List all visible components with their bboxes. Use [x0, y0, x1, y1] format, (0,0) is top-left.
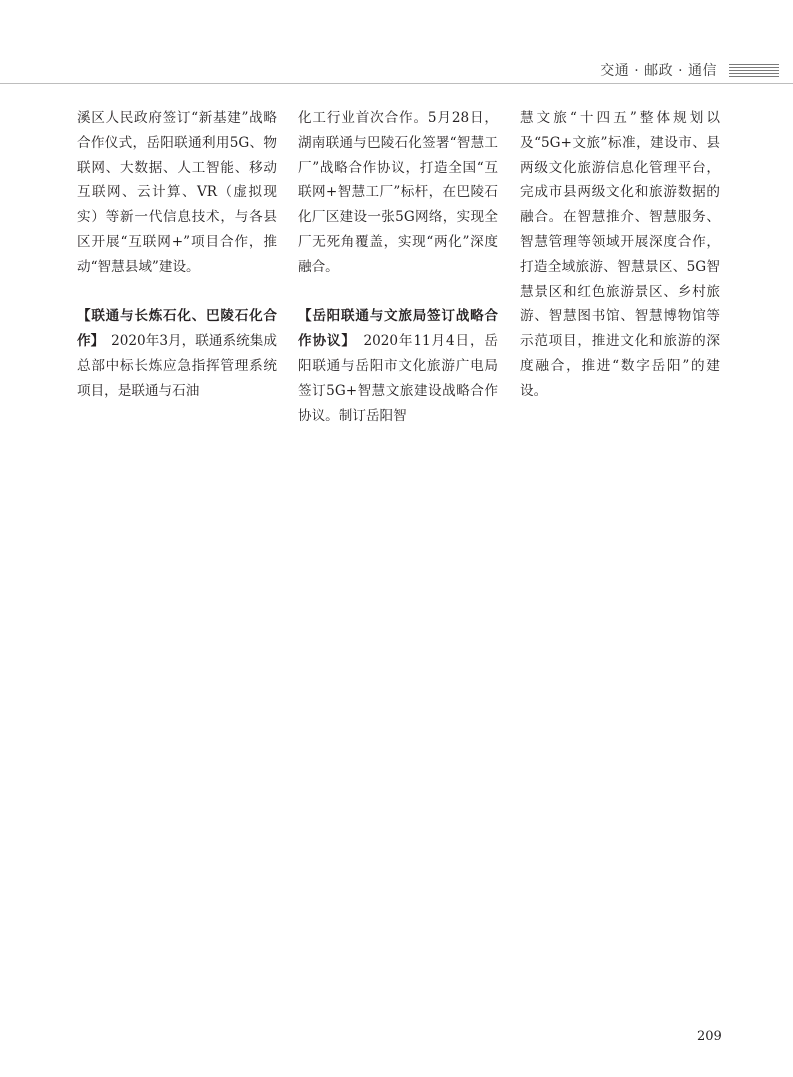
text-column-2	[298, 106, 498, 428]
paragraph-text: 2020年11月4日，岳阳联通与岳阳市文化旅游广电局签订5G+智慧文旅建设战略合作协议。制订岳阳智	[298, 333, 498, 424]
text-column-3	[520, 106, 720, 404]
paragraph-gap	[298, 280, 498, 305]
paragraph: 化工行业首次合作。5月28日，湖南联通与巴陵石化签署“智慧工厂”战略合作协议，打造全国“互联网+智慧工厂”标杆，在巴陵石化厂区建设一张5G网络，实现全厂无死角覆盖，实现“两化”深度融合。	[298, 110, 498, 275]
paragraph-gap	[77, 280, 277, 305]
paragraph	[77, 304, 277, 403]
page-number: 209	[697, 1029, 722, 1044]
paragraph: 慧文旅“十四五”整体规划以及“5G+文旅”标准，建设市、县两级文化旅游信息化管理平台，完成市县两级文化和旅游数据的融合。在智慧推介、智慧服务、智慧管理等领域开展深度合作，打造全域旅游、智慧景区、5G智慧景区和红色旅游景区、乡村旅游、智慧图书馆、智慧博物馆等示范项目，推进文化和旅游的深度融合，推进“数字岳阳”的建设。	[520, 110, 720, 399]
section-heading: 【岳阳联通与文旅局签订战略合作协议】	[298, 308, 498, 350]
paragraph: 溪区人民政府签订“新基建”战略合作仪式，岳阳联通利用5G、物联网、大数据、人工智能、移动互联网、云计算、VR（虚拟现实）等新一代信息技术，与各县区开展“互联网+”项目合作，推动“智慧县域”建设。	[77, 110, 277, 275]
section-heading: 【联通与长炼石化、巴陵石化合作】	[77, 308, 277, 350]
paragraph-text: 2020年3月，联通系统集成总部中标长炼应急指挥管理系统项目，是联通与石油	[77, 333, 277, 399]
section-title: 交通 · 邮政 · 通信	[600, 63, 717, 79]
running-head	[600, 58, 779, 82]
header-divider	[0, 83, 793, 84]
text-column-1	[77, 106, 277, 404]
paragraph	[298, 304, 498, 428]
header-rules-decoration	[729, 64, 779, 77]
